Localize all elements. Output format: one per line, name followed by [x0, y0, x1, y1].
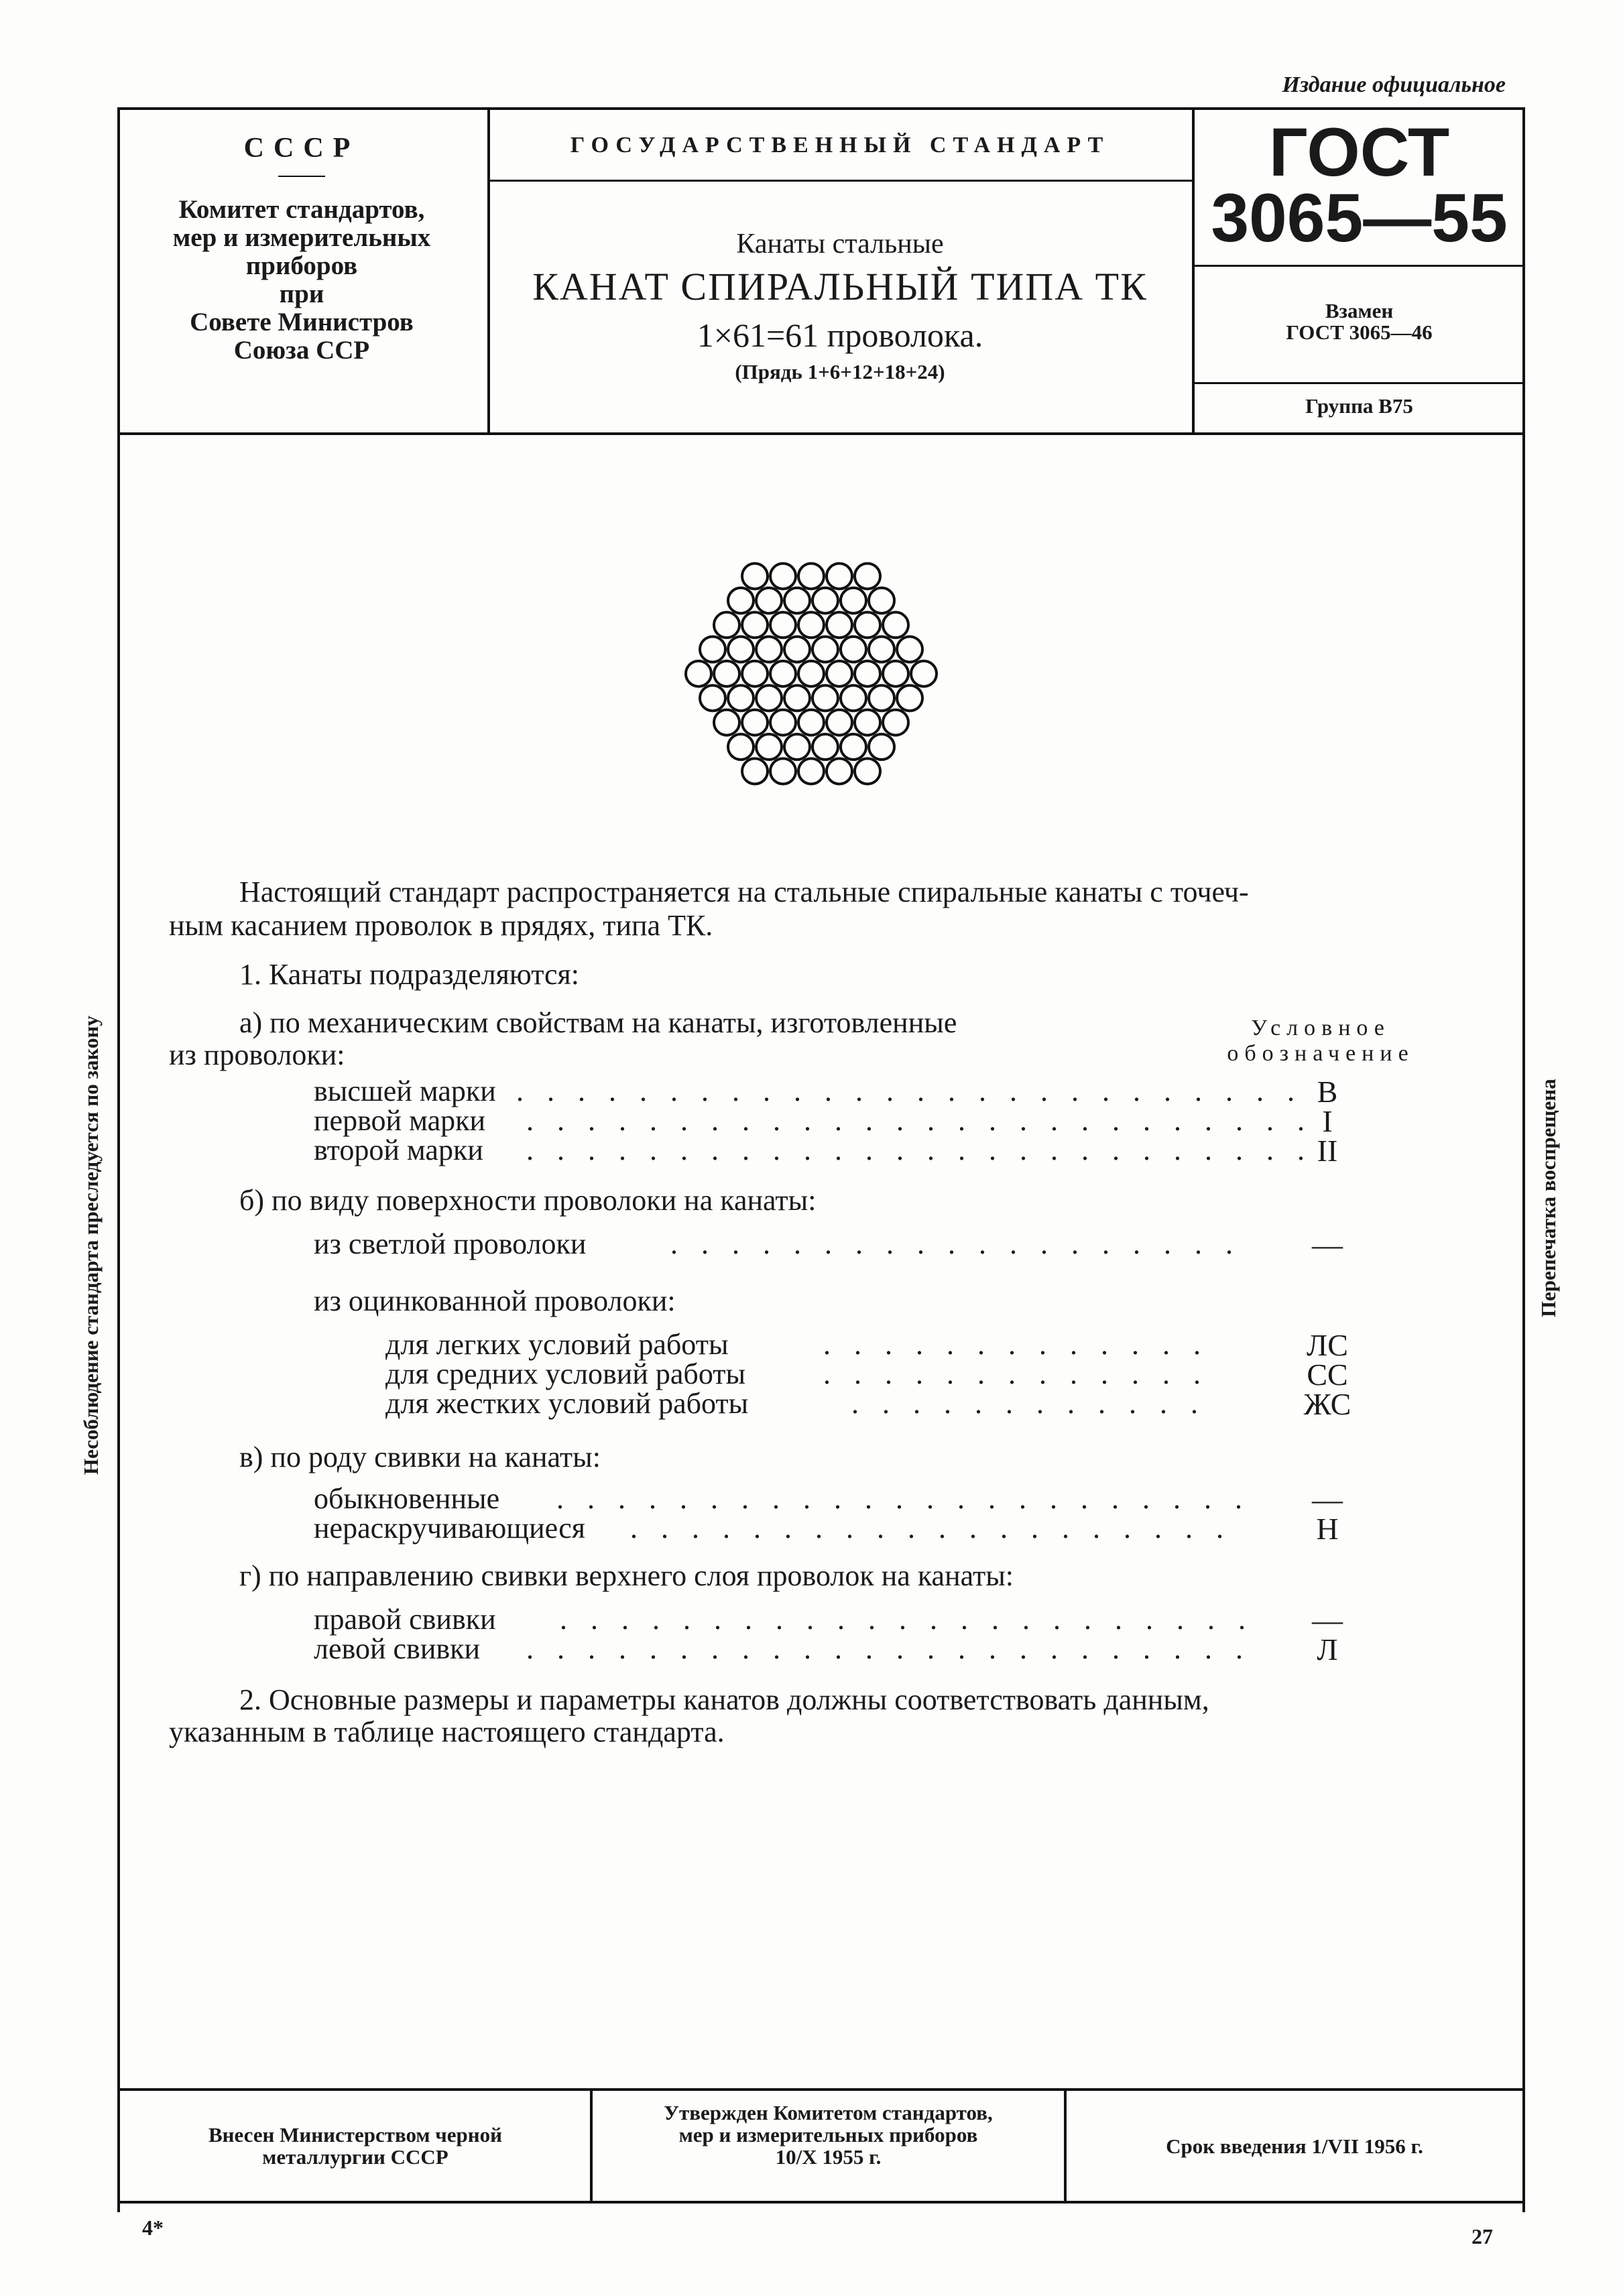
- footer-bottom-rule: [117, 2201, 1525, 2203]
- list-item-label: высшей марки: [314, 1075, 496, 1107]
- introduced-by-line: Внесен Министерством черной: [208, 2123, 502, 2147]
- item-a-text: из проволоки:: [169, 1038, 345, 1071]
- page-mark: 4*: [142, 2216, 164, 2240]
- wire-circle: [756, 588, 782, 613]
- item-a-text: а) по механическим свойствам на канаты, изготовленные: [239, 1006, 957, 1039]
- list-item-code: В: [1317, 1075, 1338, 1109]
- state-standard-label: ГОСУДАРСТВЕННЫЙ СТАНДАРТ: [570, 133, 1110, 158]
- frame-left-rule: [117, 107, 120, 2212]
- wire-circle: [911, 661, 937, 686]
- dot-leader: . . . . . . . . . . . . . . . . . . . .: [630, 1512, 1231, 1545]
- wire-circle: [784, 685, 810, 711]
- wire-circle: [756, 734, 782, 760]
- gost-number: 3065—55: [1211, 180, 1508, 256]
- effective-date: Срок введения 1/VII 1956 г.: [1166, 2134, 1423, 2158]
- wire-circle: [728, 734, 754, 760]
- section-2-text: указанным в таблице настоящего стандарта.: [169, 1715, 725, 1748]
- list-item-code: ЖС: [1303, 1387, 1351, 1421]
- edition-label: Издание официальное: [1282, 72, 1506, 97]
- section-1-heading: 1. Канаты подразделяются:: [239, 958, 579, 991]
- committee-line: Союза ССР: [233, 336, 370, 365]
- list-item-code: СС: [1307, 1357, 1348, 1392]
- list-item-label: нераскручивающиеся: [314, 1512, 586, 1545]
- wire-circle: [827, 710, 852, 735]
- item-v-text: в) по роду свивки на канаты:: [239, 1441, 601, 1473]
- list-item-code: ЛС: [1307, 1328, 1348, 1362]
- header-divider-1: [487, 107, 490, 434]
- wire-circle: [770, 564, 796, 589]
- wire-circle: [700, 637, 725, 662]
- dot-leader: . . . . . . . . . . . . . . . . . . . . . . . .: [526, 1632, 1251, 1665]
- issuer-block: [121, 134, 483, 365]
- list-item-code: —: [1312, 1227, 1343, 1262]
- dot-leader: . . . . . . . . . . . . . . . . . . . . . . .: [560, 1603, 1254, 1636]
- wire-circle: [827, 661, 852, 686]
- wire-circle: [798, 564, 824, 589]
- header-bottom-rule: [117, 432, 1525, 435]
- wire-circle: [841, 685, 866, 711]
- designation-header-line: Условное: [1251, 1016, 1390, 1040]
- list-item-code: —: [1312, 1482, 1343, 1516]
- committee-line: Комитет стандартов,: [178, 195, 425, 224]
- wire-circle: [742, 759, 768, 784]
- ussr-rule: [278, 176, 325, 177]
- wire-circle: [869, 637, 894, 662]
- intro-line: ным касанием проволок в прядях, типа ТК.: [169, 909, 713, 942]
- approved-by: [593, 2102, 1064, 2168]
- wire-circle: [770, 661, 796, 686]
- gost-label: ГОСТ: [1268, 114, 1450, 190]
- list-item-code: Л: [1317, 1632, 1338, 1667]
- introduced-by: [121, 2124, 590, 2168]
- approved-by-line: мер и измерительных приборов: [678, 2123, 978, 2147]
- wire-circle: [855, 612, 880, 638]
- rope-cross-section-figure: [664, 526, 959, 821]
- committee-line: приборов: [245, 251, 358, 280]
- wire-circle: [742, 661, 768, 686]
- wire-circle: [841, 588, 866, 613]
- wire-circle: [714, 710, 739, 735]
- dot-leader: . . . . . . . . . . . .: [851, 1387, 1206, 1420]
- list-item-label: левой свивки: [314, 1632, 481, 1665]
- header-mid-rule: [490, 180, 1192, 182]
- wire-circle: [883, 612, 908, 638]
- header-divider-2: [1192, 107, 1195, 434]
- wire-circle: [700, 685, 725, 711]
- wire-circle: [855, 710, 880, 735]
- wire-circle: [897, 637, 922, 662]
- list-item-label: обыкновенные: [314, 1482, 500, 1515]
- wire-circle: [798, 710, 824, 735]
- list-item-label: для средних условий работы: [385, 1357, 746, 1390]
- dot-leader: . . . . . . . . . . . . . . . . . . .: [670, 1227, 1241, 1260]
- wire-circle: [742, 710, 768, 735]
- dot-leader: . . . . . . . . . . . . . . . . . . . . . . . . . .: [526, 1134, 1313, 1166]
- header-right-rule-1: [1195, 265, 1522, 267]
- list-item-label: из светлой проволоки: [314, 1227, 587, 1260]
- item-g-text: г) по направлению свивки верхнего слоя проволок на канаты:: [239, 1559, 1014, 1592]
- wire-circle: [686, 661, 711, 686]
- zinc-wire-label: из оцинкованной проволоки:: [314, 1284, 676, 1317]
- wire-circle: [728, 588, 754, 613]
- designation-header-line: обозначение: [1227, 1041, 1415, 1066]
- wire-circle: [841, 734, 866, 760]
- ussr-label: СССР: [243, 133, 360, 164]
- document-title: КАНАТ СПИРАЛЬНЫЙ ТИПА ТК: [532, 265, 1148, 308]
- wire-circle: [770, 759, 796, 784]
- approved-by-line: 10/X 1955 г.: [775, 2145, 882, 2169]
- header-right-rule-2: [1195, 382, 1522, 384]
- list-item-label: первой марки: [314, 1104, 486, 1137]
- wire-circle: [784, 734, 810, 760]
- wire-circle: [883, 710, 908, 735]
- wire-circle: [855, 759, 880, 784]
- list-item-label: для жестких условий работы: [385, 1387, 749, 1420]
- wire-circle: [798, 661, 824, 686]
- wire-circle: [770, 710, 796, 735]
- dot-leader: . . . . . . . . . . . . . . . . . . . . . . . . . .: [526, 1104, 1313, 1137]
- wire-circle: [855, 564, 880, 589]
- wire-circle: [813, 734, 838, 760]
- committee-line: мер и измерительных: [172, 223, 431, 252]
- list-item-code: Н: [1316, 1512, 1339, 1546]
- designation-header: [1207, 1016, 1435, 1067]
- dot-leader: . . . . . . . . . . . . . . . . . . . . . . .: [556, 1482, 1250, 1515]
- item-b-text: б) по виду поверхности проволоки на канаты:: [239, 1184, 817, 1217]
- wire-circles: [686, 564, 937, 784]
- wire-circle: [813, 685, 838, 711]
- replaces-block: [1200, 300, 1518, 343]
- wire-circle: [784, 637, 810, 662]
- wire-circle: [798, 759, 824, 784]
- committee-line: Совете Министров: [190, 308, 414, 337]
- frame-right-rule: [1522, 107, 1525, 2212]
- introduced-by-line: металлургии СССР: [262, 2145, 448, 2169]
- dot-leader: . . . . . . . . . . . . .: [823, 1357, 1209, 1390]
- wire-circle: [714, 661, 739, 686]
- replaces-value: ГОСТ 3065—46: [1286, 320, 1433, 344]
- wire-circle: [869, 588, 894, 613]
- footer-top-rule: [117, 2088, 1525, 2091]
- list-item-code: I: [1322, 1104, 1333, 1138]
- dot-leader: . . . . . . . . . . . . . . . . . . . . . . . . . .: [516, 1075, 1303, 1107]
- wire-formula: 1×61=61 проволока.: [697, 316, 983, 354]
- list-item-label: для легких условий работы: [385, 1328, 729, 1361]
- section-2-text: 2. Основные размеры и параметры канатов должны соответствовать данным,: [239, 1683, 1209, 1716]
- wire-circle: [742, 612, 768, 638]
- document-subtitle: Канаты стальные: [736, 229, 944, 259]
- wire-circle: [827, 564, 852, 589]
- wire-circle: [798, 612, 824, 638]
- wire-circle: [855, 661, 880, 686]
- wire-circle: [897, 685, 922, 711]
- wire-circle: [784, 588, 810, 613]
- wire-circle: [728, 637, 754, 662]
- wire-circle: [728, 685, 754, 711]
- intro-line: Настоящий стандарт распространяется на стальные спиральные канаты с точеч-: [239, 875, 1249, 908]
- wire-circle: [813, 637, 838, 662]
- wire-circle: [869, 685, 894, 711]
- wire-circle: [841, 637, 866, 662]
- page-number: 27: [1471, 2224, 1493, 2248]
- wire-circle: [869, 734, 894, 760]
- approved-by-line: Утвержден Комитетом стандартов,: [664, 2101, 993, 2124]
- header-top-rule: [117, 107, 1525, 110]
- wire-circle: [770, 612, 796, 638]
- wire-circle: [756, 637, 782, 662]
- strand-formula: (Прядь 1+6+12+18+24): [735, 360, 945, 383]
- side-note-left: Несоблюдение стандарта преследуется по закону: [79, 1016, 103, 1475]
- wire-circle: [714, 612, 739, 638]
- list-item-label: правой свивки: [314, 1603, 496, 1636]
- side-note-right: Перепечатка воспрещена: [1537, 1079, 1560, 1317]
- wire-circle: [827, 612, 852, 638]
- wire-circle: [813, 588, 838, 613]
- list-item-code: II: [1317, 1134, 1338, 1168]
- dot-leader: . . . . . . . . . . . . .: [823, 1328, 1209, 1361]
- wire-circle: [756, 685, 782, 711]
- wire-circle: [883, 661, 908, 686]
- list-item-code: —: [1312, 1603, 1343, 1637]
- list-item-label: второй марки: [314, 1134, 483, 1166]
- wire-circle: [827, 759, 852, 784]
- replaces-label: Взамен: [1325, 299, 1394, 322]
- group-label: Группа В75: [1305, 394, 1413, 418]
- committee-line: при: [279, 280, 324, 308]
- wire-circle: [742, 564, 768, 589]
- title-block: [491, 228, 1189, 384]
- gost-designation: [1200, 114, 1518, 256]
